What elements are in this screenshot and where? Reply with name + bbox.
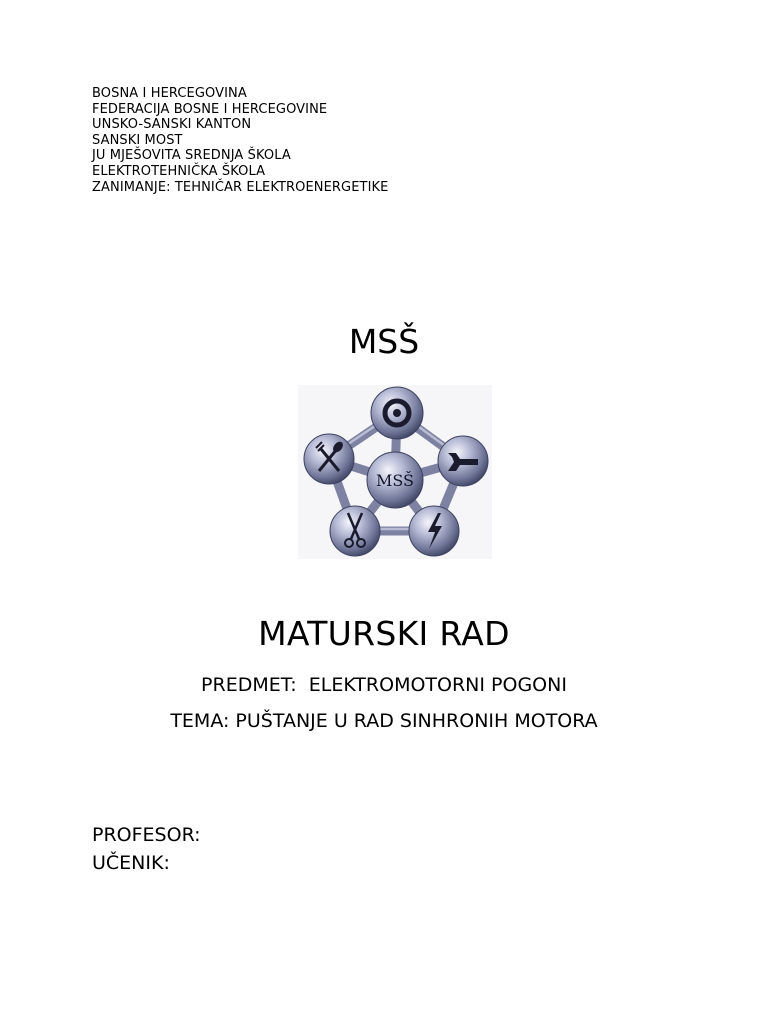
document-title: MATURSKI RAD xyxy=(258,614,510,653)
fork-spoon-icon xyxy=(304,434,354,484)
center-emblem xyxy=(367,452,423,508)
topic-line: TEMA: PUŠTANJE U RAD SINHRONIH MOTORA xyxy=(170,710,598,732)
scissors-icon xyxy=(330,506,380,556)
logo-center-text: MSŠ xyxy=(375,471,415,490)
header-line: BOSNA I HERCEGOVINA xyxy=(92,86,247,101)
wrench-icon xyxy=(438,436,488,486)
header-line: UNSKO-SANSKI KANTON xyxy=(92,117,252,133)
header-line: FEDERACIJA BOSNE I HERCEGOVINE xyxy=(92,101,328,117)
lightning-icon xyxy=(409,506,459,556)
wheel-icon xyxy=(371,387,423,439)
header-line: ZANIMANJE: TEHNIČAR ELEKTROENERGETIKE xyxy=(92,179,389,195)
school-abbreviation: MSŠ xyxy=(348,322,420,361)
subject-line: PREDMET: ELEKTROMOTORNI POGONI xyxy=(201,674,567,696)
header-line: ELEKTROTEHNIČKA ŠKOLA xyxy=(92,163,266,179)
student-label: UČENIK: xyxy=(92,852,170,874)
professor-label: PROFESOR: xyxy=(92,824,201,846)
header-line: SANSKI MOST xyxy=(92,132,183,148)
institution-header xyxy=(92,86,388,195)
header-line: JU MJEŠOVITA SREDNJA ŠKOLA xyxy=(92,148,291,164)
school-logo xyxy=(298,385,492,559)
